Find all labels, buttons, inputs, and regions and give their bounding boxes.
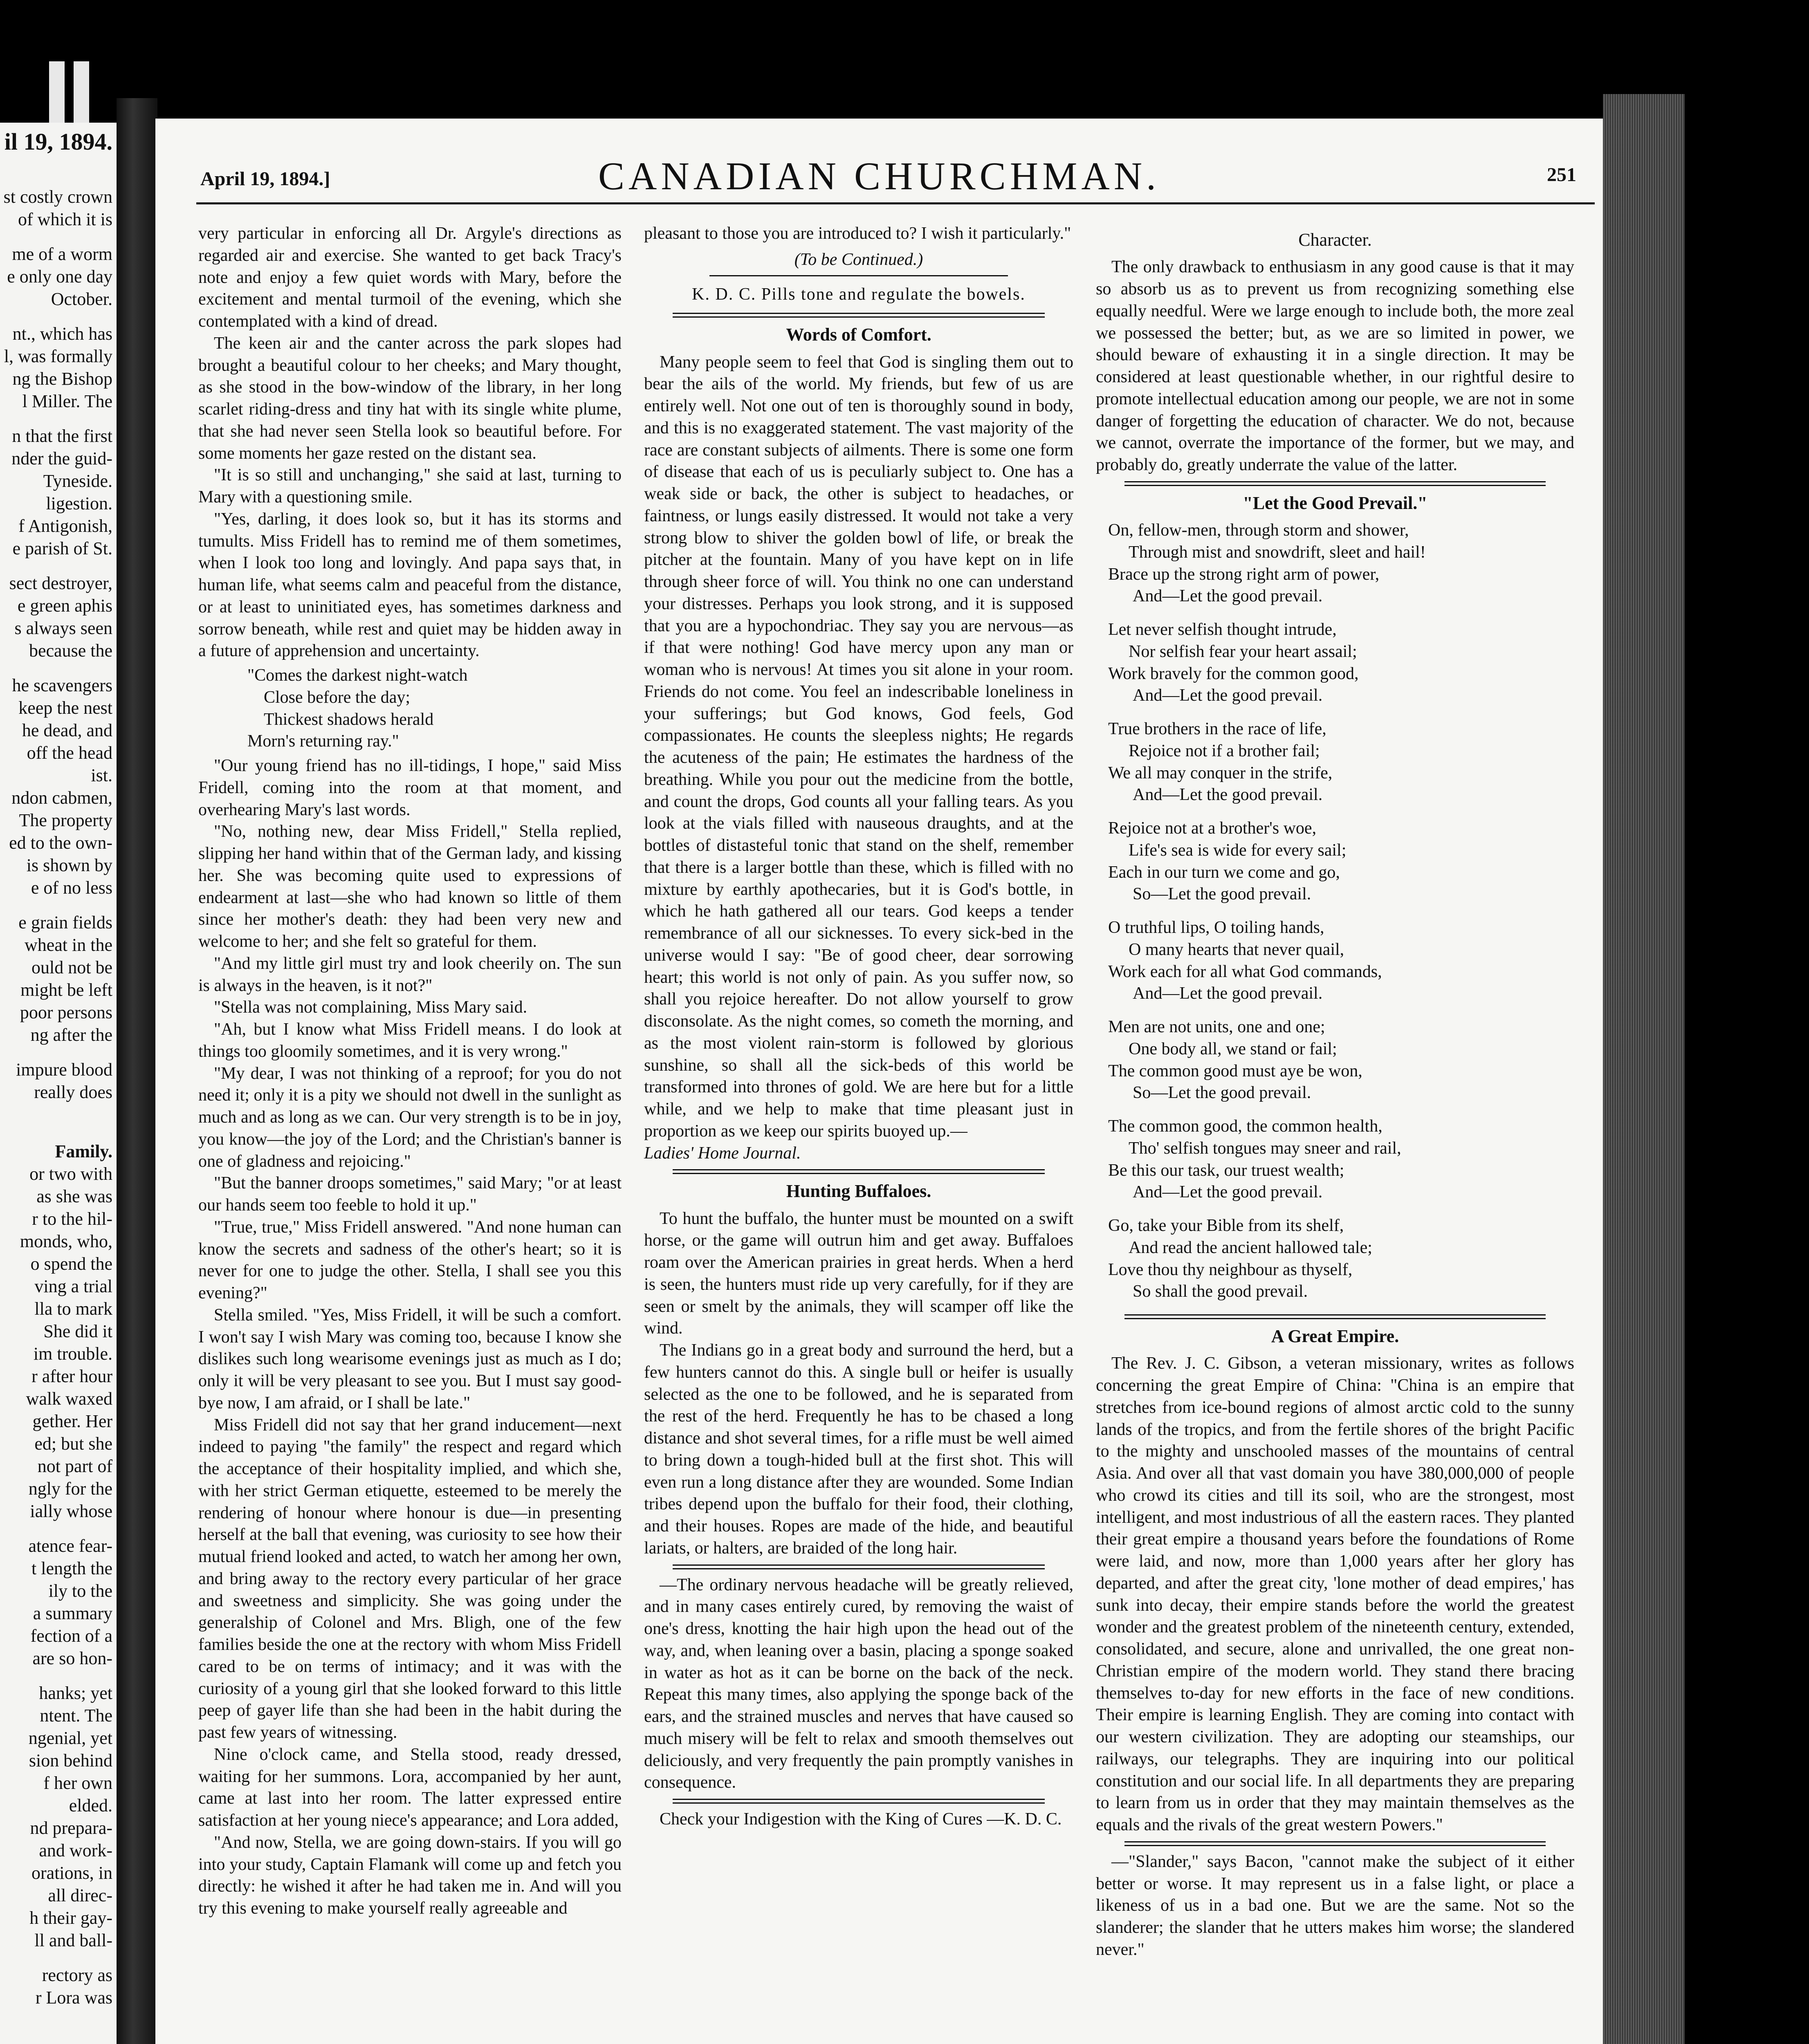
previous-page-line: walk waxed — [26, 1389, 112, 1409]
poem-stanza — [1108, 818, 1574, 905]
poem-line: Be this our task, our truest wealth; — [1108, 1161, 1344, 1180]
previous-page-line: off the head — [27, 743, 112, 763]
previous-page-line: orations, in — [31, 1863, 112, 1883]
poem-line: And—Let the good prevail. — [1133, 785, 1323, 805]
previous-page-line: The property — [19, 810, 112, 830]
previous-page-line: really does — [34, 1082, 112, 1102]
previous-page-line: are so hon- — [32, 1648, 112, 1668]
divider — [1124, 481, 1546, 486]
previous-page-line: and work- — [39, 1840, 112, 1860]
words-of-comfort-heading: Words of Comfort. — [786, 325, 931, 345]
previous-page-line: Tyneside. — [43, 471, 112, 491]
previous-page-line: ily to the — [48, 1581, 112, 1601]
previous-page-line: ntent. The — [40, 1706, 112, 1726]
paragraph: "It is so still and unchanging," she said at last, turning to Mary with a questioning smile. — [198, 466, 622, 507]
divider — [1124, 1314, 1546, 1319]
divider — [1124, 1841, 1546, 1846]
poem-stanza — [1108, 520, 1574, 607]
previous-page-line: sect destroyer, — [9, 573, 112, 593]
poem-line: The common good, the common health, — [1108, 1117, 1383, 1136]
masthead-title: CANADIAN CHURCHMAN. — [598, 154, 1160, 198]
previous-page-line: impure blood — [16, 1060, 112, 1080]
great-empire-body: The Rev. J. C. Gibson, a veteran missionary, writes as follows concerning the great Empire of China: "China is an empire that stretches from ice-bound regions of almost arctic cold to the sunny lands of the tropics, and from the fertile shores of the bright Pacific to the mighty and unschooled masses of the mountains of central Asia. And over all that vast domain you have 380,000,000 of people who crowd its cities and till its soil, who are the strongest, most intelligent, and most industrious of all the eastern races. They planted their great empire a thousand years before the foundations of Rome were laid, and now, more than 1,000 years after her glory has departed, and after the great city, 'lone mother of dead empires,' has sunk into decay, their empire stands before the world the greatest wonder and the greatest problem of the nineteenth century, extended, consolidated, and secure, alone and unrivalled, the one great non-Christian empire of the modern world. They stand there bracing themselves to-day for new efforts in the face of new conditions. Their empire is learning English. They are coming into contact with our western civilization. They are adopting our steamships, our railways, our telegraphs. They are inquiring into our political constitution and our social life. In all departments they are preparing to learn from us in order that they may maintain themselves as the equals and the rivals of the great western Powers." — [1096, 1354, 1574, 1835]
previous-page-line: im trouble. — [33, 1344, 112, 1364]
poem-line: We all may conquer in the strife, — [1108, 763, 1333, 782]
previous-page-line: sion behind — [29, 1750, 112, 1771]
issue-date: April 19, 1894.] — [200, 168, 330, 190]
poem-line: Men are not units, one and one; — [1108, 1018, 1325, 1037]
paragraph: "No, nothing new, dear Miss Fridell," Stella replied, slipping her hand within that of the German lady, and kissing her. She was becoming quite used to expressions of endearment at last—she who had known so little of them since her mother's death: they had been very new and welcome to her; and she felt so grateful for them. — [198, 822, 622, 951]
poem-stanza — [1108, 619, 1574, 707]
paragraph: The keen air and the canter across the park slopes had brought a beautiful colour to her cheeks; and Mary thought, as she stood in the bow-window of the library, in her long scarlet riding-dress and tiny hat with its single white plume, that she had never seen Stella look so beautiful before. For some moments her gaze rested on the distant sea. — [198, 334, 622, 463]
previous-page-line: ngly for the — [28, 1479, 112, 1499]
divider — [709, 275, 1008, 276]
divider — [673, 313, 1045, 318]
newspaper-page — [155, 119, 1603, 2044]
paragraph: To hunt the buffalo, the hunter must be mounted on a swift horse, or the game will outrun him and get away. Buffaloes roam over the American prairies in great herds. When a herd is seen, the hunters must ride up very carefully, for if they are seen or smelt by the animals, they will scamper off like the wind. — [644, 1209, 1073, 1338]
previous-page-line: st costly crown — [3, 187, 112, 207]
previous-page-line: lla to mark — [34, 1299, 112, 1319]
poem-line: Tho' selfish tongues may sneer and rail, — [1129, 1139, 1401, 1158]
previous-page-line: nder the guid- — [11, 448, 112, 468]
poem-stanza — [1108, 917, 1574, 1005]
verse-line: Morn's returning ray." — [247, 732, 399, 751]
previous-page-line: gether. Her — [32, 1411, 112, 1431]
poem-stanza — [1108, 1215, 1574, 1303]
poem-let-the-good-prevail — [1108, 520, 1574, 1303]
previous-page-line: s always seen — [14, 618, 112, 638]
headache-note: —The ordinary nervous headache will be greatly relieved, and in many cases entirely cured, by removing the waist of one's dress, knotting the hair high upon the head out of the way, and, when leaning over a basin, placing a sponge soaked in water as hot as it can be borne on the back of the neck. Repeat this many times, also applying the sponge back of the ears, and the strained muscles and nerves that have caused so much misery will be felt to relax and smooth themselves out deliciously, and very frequently the pain promptly vanishes in consequence. — [644, 1575, 1073, 1792]
story-paragraphs-continued — [198, 755, 622, 1920]
poem-line: Work each for all what God commands, — [1108, 962, 1382, 981]
paragraph: "My dear, I was not thinking of a reproof; for you do not need it; only it is a pity we should not dwell in the sunlight as much and as long as we can. Our very strength is to be in joy, you know—the joy of the Lord; and the Christian's banner is one of gladness and rejoicing." — [198, 1064, 622, 1171]
previous-page-line: ngenial, yet — [28, 1728, 112, 1748]
previous-page-line: he dead, and — [22, 720, 112, 740]
poem-line: Life's sea is wide for every sail; — [1129, 840, 1347, 860]
column-2 — [644, 223, 1073, 1831]
previous-page-line: October. — [51, 289, 112, 309]
poem-line: Each in our turn we come and go, — [1108, 863, 1340, 882]
divider — [673, 1564, 1045, 1569]
poem-line: O many hearts that never quail, — [1129, 940, 1344, 959]
previous-page-header: il 19, 1894. — [4, 128, 112, 155]
previous-page-line: t length the — [31, 1558, 112, 1578]
poem-line: So shall the good prevail. — [1133, 1282, 1308, 1301]
poem-stanza — [1108, 718, 1574, 806]
paragraph: The Indians go in a great body and surround the herd, but a few hunters cannot do this. A single bull or heifer is usually selected as the one to be followed, and he is separated from the rest of the herd. Frequently he has to be chased a long distance and shot several times, for a rifle must be well aimed to bring down a tough-hided bull at the first shot. This will even run a long distance after they are wounded. Some Indian tribes depend upon the buffalo for their food, their clothing, and their houses. Ropes are made of the hide, and beautiful lariats, or halters, are braided of the long hair. — [644, 1341, 1073, 1558]
previous-page-line: l Miller. The — [22, 391, 112, 411]
previous-page-line: r to the hil- — [32, 1209, 112, 1229]
previous-page-line: might be left — [20, 980, 112, 1000]
poem-line: The common good must aye be won, — [1108, 1061, 1362, 1080]
paragraph: "But the banner droops sometimes," said Mary; "or at least our hands seem too feeble to hold it up." — [198, 1174, 622, 1215]
previous-page-line: ving a trial — [34, 1276, 112, 1296]
poem-line: On, fellow-men, through storm and shower, — [1108, 521, 1409, 540]
paragraph: "Ah, but I know what Miss Fridell means. I do look at things too gloomily sometimes, and it is very wrong." — [198, 1020, 622, 1061]
previous-page-line: wheat in the — [24, 935, 112, 955]
to-be-continued: (To be Continued.) — [794, 250, 923, 269]
previous-page-line: r after hour — [31, 1366, 112, 1386]
hunting-buffaloes-body — [644, 1208, 1073, 1560]
previous-page-line: ould not be — [31, 957, 112, 977]
paragraph: "And my little girl must try and look cheerily on. The sun is always in the heaven, is it not?" — [198, 954, 622, 995]
previous-page-fragment — [0, 123, 117, 2044]
previous-page-line: h their gay- — [29, 1908, 112, 1928]
indigestion-advert: Check your Indigestion with the King of Cures —K. D. C. — [660, 1810, 1062, 1829]
paragraph: very particular in enforcing all Dr. Argyle's directions as regarded air and exercise. She wanted to get back Tracy's note and enjoy a few quiet words with Mary, before the excitement and mental turmoil of the evening, which she contemplated with a kind of dread. — [198, 224, 622, 331]
previous-page-line: She did it — [43, 1321, 112, 1341]
verse-line: Close before the day; — [264, 688, 411, 707]
paragraph: "Yes, darling, it does look so, but it has its storms and tumults. Miss Fridell has to remind me of them sometimes, when I look too long and lovingly. And papa says that, in human life, what seems calm and peaceful from the distance, or at least to uninitiated eyes, has sometimes darkness and sorrow beneath, while rest and quiet may be hidden away in a future of apprehension and uncertainty. — [198, 509, 622, 661]
previous-page-line: of which it is — [18, 209, 112, 229]
story-verse — [247, 665, 622, 753]
poem-line: Let never selfish thought intrude, — [1108, 620, 1337, 639]
paragraph: "And now, Stella, we are going down-stairs. If you will go into your study, Captain Flamank will come up and fetch you directly: he wished it after he had taken me in. And will you try this evening to make yourself really agreeable and — [198, 1833, 622, 1918]
poem-line: And read the ancient hallowed tale; — [1129, 1238, 1372, 1257]
previous-page-line: n that the first — [12, 426, 112, 446]
poem-line: Rejoice not at a brother's woe, — [1108, 819, 1317, 838]
previous-page-line: nt., which has — [12, 324, 112, 344]
column-3 — [1096, 223, 1574, 1961]
verse-line: "Comes the darkest night-watch — [247, 666, 468, 685]
divider — [673, 1169, 1045, 1174]
previous-page-line: keep the nest — [18, 698, 112, 718]
comfort-source-text: Ladies' Home Journal. — [644, 1143, 801, 1163]
character-body: The only drawback to enthusiasm in any good cause is that it may so absorb us as to prevent us from recognizing something else equally needful. Were we large enough to include both, the more zeal we possessed the better; but, as we are so limited in power, we should beware of exhausting it in a single direction. It may be considered at least questionable whether, in our rightful desire to promote intellectual education among our people, we are not in some danger of forgetting the education of character. We do not, because we cannot, overrate the importance of the former, but we may, and probably do, greatly underrate the value of the latter. — [1096, 258, 1574, 475]
previous-page-line: not part of — [37, 1456, 112, 1476]
words-of-comfort-body — [644, 352, 1073, 1143]
paragraph: Many people seem to feel that God is singling them out to bear the ails of the world. My friends, but few of us are entirely well. Not one out of ten is thoroughly sound in body, and this is no exaggerated statement. The vast majority of the race are constant subjects of ailments. There is some one form of disease that each of us is peculiarly subject to. One has a weak side or back, the other is subject to headaches, or faintness, or lungs easily distressed. It would not take a very strong blow to shiver the golden bowl of life, or break the pitcher at the fountain. Many of you have kept on in life through sheer force of will. You think no one can understand your distresses. Perhaps you look strong, and it is supposed that you are a hypochondriac. They say you are nervous—as if that were nothing! God have mercy upon any man or woman who is nervous! At times you sit alone in your room. Friends do not come. You feel an indescribable loneliness in your sufferings; but God knows, God feels, God compassionates. He counts the sleepless nights; He regards the acuteness of the pain; He estimates the hardness of the breathing. While you pour out the medicine from the bottle, and count the drops, God counts all your falling tears. As you look at the vials filled with nauseous draughts, and at the bottles of distasteful tonic that stand on the shelf, remember that there is a larger bottle than these, which is filled with no mixture by earthly apothecaries, but it is God's bottle, in which he hath gathered all our tears. God keeps a tender remembrance of all our sicknesses. To every sick-bed in the universe would I say: "Be of good cheer, dear sorrowing heart; this world is not only of pain. As you suffer now, so shall you rejoice hereafter. Do not allow yourself to grow disconsolate. As the night comes, so cometh the morning, and as the most violent rain-storm is followed by glorious sunshine, so shall all the sick-beds of this world be transformed into thrones of gold. We are here but for a little while, and we help to make that time pleasant just in proportion as we keep our spirits buoyed up.— — [644, 352, 1073, 1141]
previous-page-line: l, was formally — [4, 346, 112, 366]
previous-page-line: ligestion. — [46, 493, 112, 513]
previous-page-line: fection of a — [30, 1626, 112, 1646]
previous-page-line: e only one day — [7, 267, 112, 287]
poem-line: And—Let the good prevail. — [1133, 587, 1323, 606]
previous-page-line: elded. — [69, 1795, 112, 1815]
poem-line: So—Let the good prevail. — [1133, 1083, 1311, 1103]
binding-mark-top-left — [49, 61, 65, 131]
previous-page-line: e parish of St. — [12, 538, 112, 558]
header-rule — [196, 202, 1595, 204]
poem-line: And—Let the good prevail. — [1133, 686, 1323, 705]
poem-line: Go, take your Bible from its shelf, — [1108, 1216, 1344, 1235]
poem-line: And—Let the good prevail. — [1133, 984, 1323, 1003]
paragraph: "Stella was not complaining, Miss Mary said. — [214, 998, 527, 1017]
verse-line: Thickest shadows herald — [264, 710, 434, 729]
poem-stanza — [1108, 1116, 1574, 1204]
poem-line: Love thou thy neighbour as thyself, — [1108, 1260, 1353, 1279]
poem-line: Brace up the strong right arm of power, — [1108, 565, 1380, 584]
previous-page-line: e green aphis — [17, 596, 112, 616]
previous-page-line: ially whose — [30, 1501, 112, 1521]
poem-line: Through mist and snowdrift, sleet and hail! — [1129, 542, 1426, 562]
previous-page-line: ist. — [91, 765, 112, 785]
previous-page-line: all direc- — [48, 1885, 112, 1905]
kdc-advert: K. D. C. Pills tone and regulate the bowels. — [692, 285, 1026, 304]
column-1-serial-story — [198, 223, 622, 1920]
hunting-buffaloes-heading: Hunting Buffaloes. — [786, 1181, 931, 1201]
paragraph: Stella smiled. "Yes, Miss Fridell, it will be such a comfort. I won't say I wish Mary was coming too, because I know she dislikes such long wearisome evenings just as much as I do; only it will be very pleasant to see you. But I must say good-bye now, I am afraid, or I shall be late." — [198, 1305, 622, 1412]
poem-line: Work bravely for the common good, — [1108, 664, 1359, 683]
page-header — [155, 119, 1603, 213]
previous-page-line: is shown by — [26, 855, 112, 875]
previous-page-line: e grain fields — [18, 912, 112, 932]
previous-page-line: me of a worm — [12, 244, 112, 264]
previous-page-line: ng the Bishop — [12, 369, 112, 389]
previous-page-line: ll and ball- — [34, 1930, 112, 1950]
poem-line: And—Let the good prevail. — [1133, 1183, 1323, 1202]
poem-line: So—Let the good prevail. — [1133, 885, 1311, 904]
binding-mark-top-right — [74, 61, 89, 131]
previous-page-line: ed; but she — [34, 1434, 112, 1454]
poem-line: Rejoice not if a brother fail; — [1129, 741, 1320, 760]
previous-page-line: a summary — [33, 1603, 112, 1623]
previous-page-line: f Antigonish, — [18, 516, 112, 536]
previous-page-line: poor persons — [20, 1002, 112, 1022]
paragraph: "Our young friend has no ill-tidings, I hope," said Miss Fridell, coming into the room at that moment, and overhearing Mary's last words. — [198, 756, 622, 819]
paragraph: "True, true," Miss Fridell answered. "And none human can know the secrets and sadness of the other's heart; so it is never for one to judge the other. Stella, I shall see you this evening?" — [198, 1217, 622, 1302]
previous-page-line: or two with — [29, 1164, 112, 1184]
book-gutter — [117, 98, 157, 2044]
previous-page-line: ed to the own- — [9, 833, 112, 853]
previous-page-line: as she was — [36, 1186, 112, 1206]
previous-page-line: ndon cabmen, — [11, 788, 112, 808]
paragraph: Nine o'clock came, and Stella stood, ready dressed, waiting for her summons. Lora, accompanied by her aunt, came at last into her room. The latter expressed entire satisfaction at her young niece's appearance; and Lora added, — [198, 1745, 622, 1830]
previous-page-line: ng after the — [30, 1025, 112, 1045]
poem-heading: "Let the Good Prevail." — [1243, 493, 1427, 513]
great-empire-heading: A Great Empire. — [1271, 1326, 1399, 1347]
divider — [673, 1799, 1045, 1804]
previous-page-line: because the — [29, 641, 112, 661]
poem-line: Nor selfish fear your heart assail; — [1129, 642, 1357, 661]
previous-page-line: atence fear- — [28, 1536, 112, 1556]
previous-page-line: e of no less — [31, 878, 112, 898]
previous-page-line: monds, who, — [20, 1231, 112, 1251]
previous-page-line: rectory as — [42, 1965, 112, 1985]
previous-page-line: nd prepara- — [30, 1818, 112, 1838]
page-stack-edge — [1603, 94, 1685, 2044]
previous-page-line: r Lora was — [35, 1988, 112, 2008]
story-paragraphs — [198, 223, 622, 662]
previous-page-line: Family. — [55, 1141, 112, 1161]
poem-line: One body all, we stand or fail; — [1129, 1039, 1337, 1058]
character-heading: Character. — [1298, 230, 1372, 250]
poem-line: O truthful lips, O toiling hands, — [1108, 918, 1324, 937]
slander-note: —"Slander," says Bacon, "cannot make the subject of it either better or worse. It may represent us in a false light, or place a likeness of us in a bad one. But we are the same. Not so the slanderer; the slander that he utters makes him worse; the slandered never." — [1096, 1852, 1574, 1959]
previous-page-line: f her own — [43, 1773, 112, 1793]
previous-page-line: o spend the — [30, 1254, 112, 1274]
page-number: 251 — [1547, 164, 1576, 186]
paragraph: Miss Fridell did not say that her grand inducement—next indeed to paying "the family" the respect and regard which the acceptance of their hospitality implied, and which she, with her strict German etiquette, esteemed to be merely the rendering of honour where honour is due—in presenting herself at the ball that evening, was curiosity to see how their mutual friend looked and acted, to watch her among her own, and bring away to the rectory every particular of her grace and sweetness and simplicity. She was going under the generalship of Colonel and Mrs. Bligh, one of the few families beside the one at the rectory with whom Miss Fridell cared to be on terms of intimacy; and it was with the curiosity of a young girl that she looked forward to this little peep of gayer life than she had been in the habit during the past few years of witnessing. — [198, 1415, 622, 1742]
previous-page-line: he scavengers — [12, 675, 112, 695]
poem-stanza — [1108, 1016, 1574, 1104]
previous-page-line: hanks; yet — [39, 1683, 112, 1703]
poem-line: True brothers in the race of life, — [1108, 719, 1326, 739]
comfort-source — [644, 1143, 1073, 1165]
story-continuation: pleasant to those you are introduced to? I wish it particularly." — [644, 224, 1071, 243]
